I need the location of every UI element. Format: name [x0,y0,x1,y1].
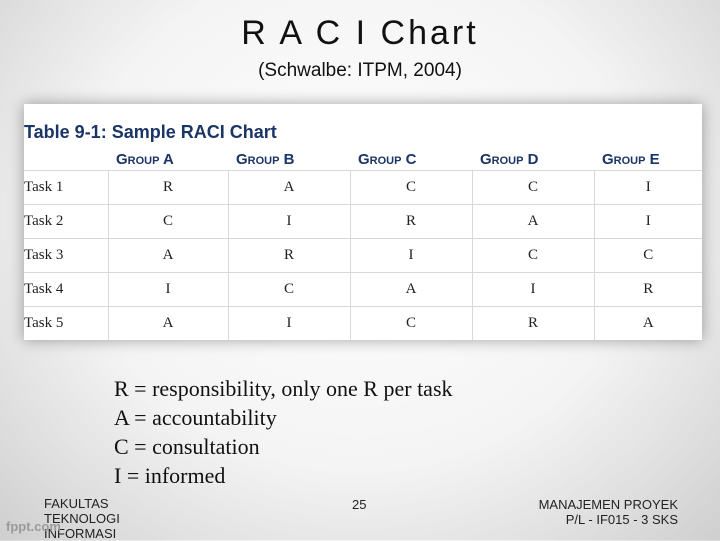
slide-subtitle: (Schwalbe: ITPM, 2004) [258,60,462,81]
header-cell-group-a: Group A [108,148,228,171]
header-cell-group-c: Group C [350,148,472,171]
raci-cell: I [228,205,350,239]
task-cell: Task 2 [24,205,108,239]
task-cell: Task 1 [24,171,108,205]
table-row [24,205,702,239]
raci-cell: A [594,307,702,341]
raci-cell: C [228,273,350,307]
raci-table [24,148,702,340]
table-caption: Table 9-1: Sample RACI Chart [24,122,277,142]
raci-table-image [24,104,702,340]
footer-faculty [44,496,184,541]
raci-cell: A [472,205,594,239]
legend-item-consultation: C = consultation [114,434,260,459]
watermark-logo: fppt.com [6,519,61,534]
slide-title: R A C I Chart [241,14,479,52]
footer-course-line: MANAJEMEN PROYEK [538,497,678,512]
raci-cell: R [108,171,228,205]
raci-cell: C [594,239,702,273]
task-cell: Task 3 [24,239,108,273]
raci-cell: R [350,205,472,239]
task-cell: Task 4 [24,273,108,307]
raci-cell: C [350,307,472,341]
legend-item-accountability: A = accountability [114,405,277,430]
task-cell: Task 5 [24,307,108,341]
page-number: 25 [352,497,367,512]
header-cell-task [24,148,108,171]
legend-item-informed: I = informed [114,463,226,488]
raci-cell: I [108,273,228,307]
raci-cell: R [228,239,350,273]
table-row [24,239,702,273]
header-cell-group-d: Group D [472,148,594,171]
raci-cell: R [472,307,594,341]
raci-legend [114,374,453,490]
raci-cell: A [228,171,350,205]
raci-cell: I [594,205,702,239]
raci-cell: C [472,171,594,205]
raci-cell: R [594,273,702,307]
raci-cell: I [350,239,472,273]
footer-faculty-line: INFORMASI [44,526,117,541]
footer-course-line: P/L - IF015 - 3 SKS [565,512,678,527]
raci-cell: A [108,239,228,273]
header-row [24,148,702,171]
footer-course [520,497,678,527]
header-cell-group-e: Group E [594,148,702,171]
table-row [24,307,702,341]
raci-cell: A [108,307,228,341]
raci-cell: C [108,205,228,239]
legend-item-responsibility: R = responsibility, only one R per task [114,376,453,401]
raci-cell: I [594,171,702,205]
raci-cell: A [350,273,472,307]
table-row [24,171,702,205]
raci-cell: I [472,273,594,307]
footer-faculty-line: FAKULTAS [44,496,109,511]
footer-faculty-line: TEKNOLOGI [44,511,120,526]
header-cell-group-b: Group B [228,148,350,171]
raci-cell: I [228,307,350,341]
table-row [24,273,702,307]
raci-cell: C [350,171,472,205]
raci-cell: C [472,239,594,273]
